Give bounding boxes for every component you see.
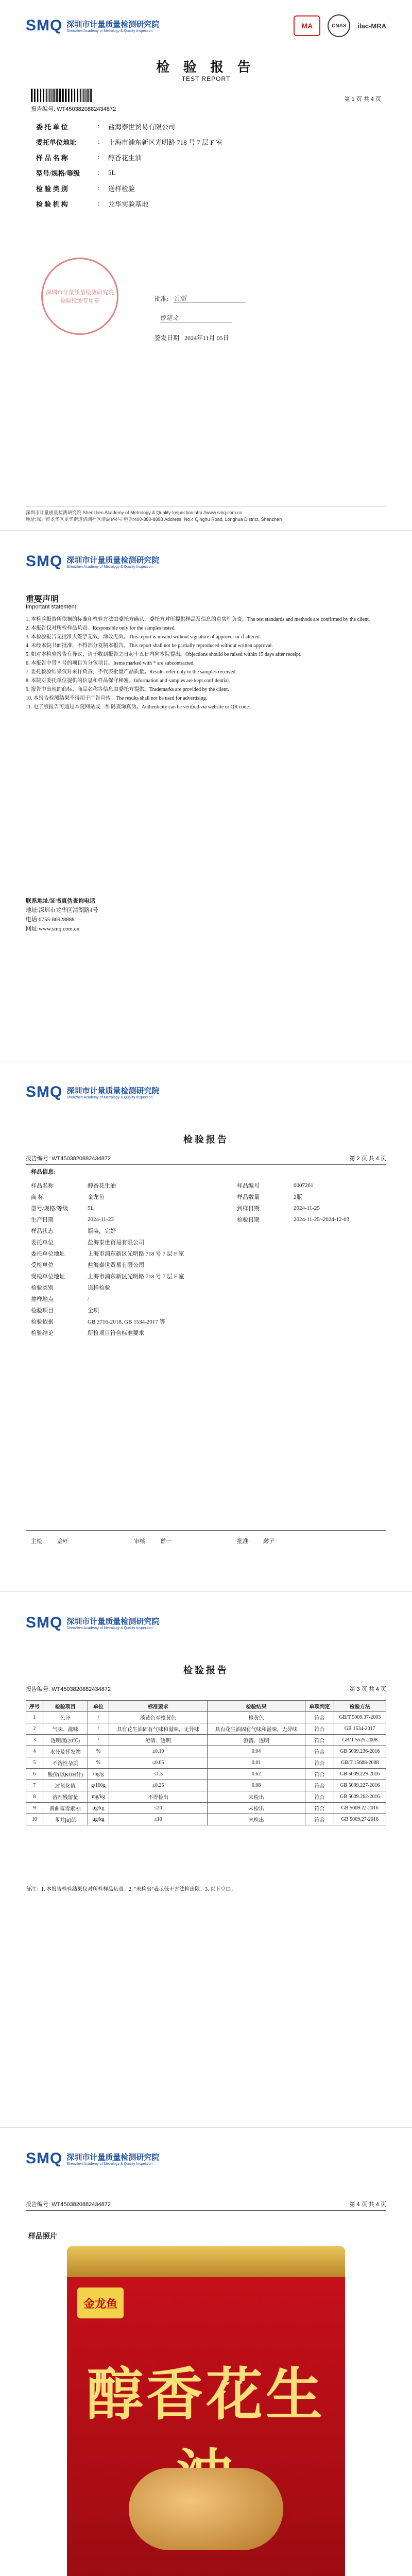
logo-en: Shenzhen Academy of Metrology & Quality Inspection [66, 565, 153, 569]
sign-label: 审核: [134, 1538, 147, 1545]
page-number: 第 4 页 共 4 页 [349, 2201, 386, 2208]
info-row: 委托单位地址 : 上海市浦东新区光明路 718 号 7 层 F 室 [36, 134, 376, 149]
info-label: 样 品 名 称 [36, 154, 68, 162]
table-row [26, 1723, 386, 1735]
table-row [26, 1769, 386, 1780]
sec-hdr [26, 1154, 386, 1162]
table-cell: 黄曲霉毒素B1 [43, 1803, 88, 1814]
kv-row [31, 1214, 381, 1225]
table-cell: 符合 [305, 1803, 334, 1814]
cover-info [36, 118, 376, 211]
table-cell: / [88, 1712, 109, 1723]
table-cell: 6 [26, 1769, 43, 1780]
sec-hdr [26, 2200, 386, 2208]
table-cell: 气味、滋味 [43, 1723, 88, 1735]
table-cell: % [88, 1746, 109, 1757]
kv-row [31, 1259, 381, 1270]
table-cell: 溶剂残留量 [43, 1791, 88, 1803]
product-photo [67, 2246, 345, 2576]
kv-row [31, 1202, 381, 1214]
col-header: 检验项目 [43, 1701, 88, 1712]
kv-row [31, 1270, 381, 1282]
logo-en: Shenzhen Academy of Metrology & Quality Inspection [66, 1626, 153, 1630]
remarks: 备注：1. 本报告检验结果仅对所检样品负责。2. "未检出"表示低于方法检出限。3. 以下空白。 [26, 1887, 236, 1892]
photo-page [0, 2133, 412, 2576]
table-cell: GB 5009.27-2016 [334, 1814, 386, 1825]
kv-key: 受检单位 [31, 1262, 54, 1268]
table-cell: GB/T 5009.37-2003 [334, 1712, 386, 1723]
table-cell: ≤20 [109, 1803, 208, 1814]
table-cell: 9 [26, 1803, 43, 1814]
signature-area [154, 289, 381, 347]
report-number: 报告编号: WT4503820882434872 [26, 1686, 111, 1692]
kv-val: 全项 [88, 1308, 99, 1314]
notice-item: 2. 本报告仅对所检样品负责。Responsible only for the samples tested. [26, 625, 176, 631]
logo-cn: 深圳市计量质量检测研究院 [66, 1617, 160, 1626]
table-cell: 2 [26, 1723, 43, 1735]
table-cell: μg/kg [88, 1814, 109, 1825]
notice-item: 9. 报告中出现的商标、商品名称等信息由委托方提供。Trademarks are provided by the client. [26, 687, 229, 692]
auditor-signature: 曾建文 [160, 313, 232, 323]
info-row: 检 验 机 构 : 龙华实验基地 [36, 196, 376, 211]
page-number: 第 1 页 共 4 页 [344, 96, 381, 103]
kv-key: 检验项目 [31, 1308, 54, 1314]
info-label: 检 验 机 构 [36, 200, 68, 208]
kv-val: 醇香花生油 [88, 1183, 116, 1189]
reviewer-signature: 曾一 [160, 1538, 171, 1545]
info-label: 委 托 单 位 [36, 123, 68, 131]
notice-item: 4. 未经本院书面批准，不得部分复制本报告。This report shall not be partially reproduced without written approval. [26, 643, 273, 649]
info-row: 检 验 类 别 : 送样检验 [36, 180, 376, 196]
report-number: 报告编号: WT4503820882434872 [26, 1156, 111, 1162]
info-value: 上海市浦东新区光明路 718 号 7 层 F 室 [108, 138, 222, 146]
cover-page [0, 0, 412, 531]
page-title: 检验报告 [183, 1134, 229, 1145]
table-cell: 0.08 [207, 1780, 305, 1791]
kv-val: 所检项目符合标准要求 [88, 1330, 144, 1336]
notice-item: 7. 委托检验结果仅对来样负责，不代表批量产品质量。Results refer only to the samples received. [26, 669, 237, 675]
table-row [26, 1757, 386, 1769]
kv-val: 2瓶 [294, 1194, 302, 1200]
table-cell: GB/T 5525-2008 [334, 1735, 386, 1746]
issue-date-label: 签发日期 [154, 334, 180, 342]
kv-key: 抽样地点 [31, 1296, 54, 1302]
table-cell: 色泽 [43, 1712, 88, 1723]
info-label: 委托单位地址 [36, 138, 77, 146]
table-cell: 澄清、透明 [109, 1735, 208, 1746]
section-label: 样品信息: [31, 1169, 56, 1175]
approver-label: 批准: [154, 295, 169, 302]
table-cell: 符合 [305, 1723, 334, 1735]
inspector-signature: 金叶 [57, 1538, 68, 1545]
table-cell: GB 5009.227-2016 [334, 1780, 386, 1791]
col-header: 检验方法 [334, 1701, 386, 1712]
table-cell: μg/kg [88, 1803, 109, 1814]
table-cell: 未检出 [207, 1791, 305, 1803]
col-header: 单位 [88, 1701, 109, 1712]
table-cell: 符合 [305, 1769, 334, 1780]
table-cell: ≤0.25 [109, 1780, 208, 1791]
kv-val: 送样检验 [88, 1285, 110, 1291]
kv-key: 到样日期 [237, 1206, 260, 1212]
kv-val: 金龙鱼 [88, 1194, 105, 1200]
table-cell: ≤10 [109, 1814, 208, 1825]
smq-mark: SMQ [26, 553, 63, 570]
notice-item: 1. 本检验报告所依据的标准和检验方法由委托方确认，委托方对所提供样品及信息的真实性负责。The test standards and methods are confirmed by the client. [26, 617, 370, 622]
info-row: 委 托 单 位 : 盐海泰世贸易有限公司 [36, 118, 376, 134]
table-cell: 符合 [305, 1712, 334, 1723]
report-number: 报告编号: WT4503820882434872 [26, 2201, 111, 2208]
table-cell: 10 [26, 1814, 43, 1825]
table-cell: mg/kg [88, 1791, 109, 1803]
kv-row [31, 1304, 381, 1316]
page-header [26, 546, 386, 577]
kv-key: 检验结论 [31, 1330, 54, 1336]
table-cell: 淡黄色至橙黄色 [109, 1712, 208, 1723]
table-cell: GB 5009.236-2016 [334, 1746, 386, 1757]
divider [26, 1530, 386, 1531]
page-header [26, 2143, 386, 2174]
bottle-cap-icon [67, 2246, 345, 2277]
product-name-label: 醇香花生 [87, 2361, 325, 2428]
kv-key: 商 标 [31, 1194, 44, 1200]
table-cell: 0.04 [207, 1746, 305, 1757]
table-cell: ≤1.5 [109, 1769, 208, 1780]
table-cell: 不溶性杂质 [43, 1757, 88, 1769]
kv-val: 上海市浦东新区光明路 718 号 7 层 F 室 [88, 1274, 184, 1280]
logo-cn: 深圳市计量质量检测研究院 [66, 1087, 160, 1095]
kv-val: 2024-11-23 [88, 1216, 114, 1223]
table-cell: 澄清、透明 [207, 1735, 305, 1746]
kv-key: 型号/规格/等级 [31, 1206, 68, 1212]
page-number: 第 2 页 共 4 页 [349, 1156, 386, 1162]
table-cell: / [88, 1723, 109, 1735]
table-cell: 符合 [305, 1735, 334, 1746]
sign-label: 批准: [237, 1538, 250, 1545]
col-header: 检验结果 [207, 1701, 305, 1712]
table-cell: 过氧化值 [43, 1780, 88, 1791]
table-cell: 未检出 [207, 1814, 305, 1825]
table-cell: ≤0.05 [109, 1757, 208, 1769]
table-cell: 具有花生油固有气味和滋味，无异味 [109, 1723, 208, 1735]
info-value: 5L [108, 168, 116, 176]
col-header: 单项判定 [305, 1701, 334, 1712]
table-row [26, 1791, 386, 1803]
kv-key: 委托单位地址 [31, 1251, 65, 1257]
table-cell: 不得检出 [109, 1791, 208, 1803]
table-cell: g/100g [88, 1780, 109, 1791]
sign-row [31, 1535, 381, 1547]
sign-label: 主检: [31, 1538, 44, 1545]
table-cell: 5 [26, 1757, 43, 1769]
divider [26, 1164, 386, 1165]
logo-cn: 深圳市计量质量检测研究院 [66, 556, 160, 565]
smq-logo [26, 1614, 159, 1632]
kv-val: 2024-11-25 [294, 1205, 320, 1211]
report-number: 报告编号: WT4503820882434872 [31, 106, 116, 112]
notice-item: 3. 本检验报告无批准人签字无效，涂改无效。This report is invalid without signature of approver or if altered. [26, 634, 261, 640]
table-cell: 8 [26, 1791, 43, 1803]
report-title-en: TEST REPORT [181, 75, 231, 82]
table-cell: 0.01 [207, 1757, 305, 1769]
kv-row [31, 1236, 381, 1248]
contact-title: 联系地址/证书真伪查询电话 [26, 898, 96, 904]
smq-mark: SMQ [26, 1083, 63, 1100]
smq-mark: SMQ [26, 2150, 63, 2167]
table-cell: 7 [26, 1780, 43, 1791]
page-footer [26, 506, 386, 523]
smq-logo [26, 17, 159, 35]
kv-val: 上海市浦东新区光明路 718 号 7 层 F 室 [88, 1251, 184, 1257]
col-header: 序号 [26, 1701, 43, 1712]
table-row [26, 1814, 386, 1825]
table-cell: ≤0.10 [109, 1746, 208, 1757]
table-cell: mg/g [88, 1769, 109, 1780]
info-value: 龙华实验基地 [108, 200, 149, 208]
results-table [26, 1700, 386, 1825]
official-stamp-icon: 深圳市计量质量检测研究院 检验检测专用章 [41, 258, 118, 335]
info-row: 样 品 名 称 : 醇香花生油 [36, 149, 376, 165]
table-cell: % [88, 1757, 109, 1769]
divider [26, 2210, 386, 2211]
table-cell: 符合 [305, 1791, 334, 1803]
smq-mark: SMQ [26, 1614, 63, 1631]
table-cell: 符合 [305, 1814, 334, 1825]
kv-row [31, 1282, 381, 1293]
table-cell: 苯并[a]芘 [43, 1814, 88, 1825]
table-cell: 橙黄色 [207, 1712, 305, 1723]
table-cell: GB 5009.22-2016 [334, 1803, 386, 1814]
contact-block [26, 896, 98, 934]
table-cell: 符合 [305, 1757, 334, 1769]
footer-line: 深圳市计量质量检测研究院 Shenzhen Academy of Metrology & Quality Inspection http://www.smq.com.cn [26, 510, 243, 515]
table-cell: 3 [26, 1735, 43, 1746]
logo-cn: 深圳市计量质量检测研究院 [66, 2153, 160, 2162]
table-cell: GB 5009.229-2016 [334, 1769, 386, 1780]
kv-key: 样品状态 [31, 1228, 54, 1234]
contact-line: 地址:深圳市龙华区清湖路4号 [26, 907, 98, 913]
kv-val: 2024-11-25~2024-12-03 [294, 1216, 350, 1223]
kv-key: 委托单位 [31, 1240, 54, 1246]
page-header [26, 1607, 386, 1638]
sample-kv [31, 1180, 381, 1338]
col-header: 标准要求 [109, 1701, 208, 1712]
table-row [26, 1803, 386, 1814]
notice-page [0, 536, 412, 1061]
table-cell: GB/T 15688-2008 [334, 1757, 386, 1769]
logo-en: Shenzhen Academy of Metrology & Quality Inspection [66, 1096, 153, 1099]
kv-row [31, 1191, 381, 1202]
page-title: 检验报告 [183, 1665, 229, 1675]
info-value: 醇香花生油 [108, 154, 142, 162]
notice-item: 6. 本报告中带 * 号的项目为分包项目。Items marked with * are subcontracted. [26, 660, 195, 666]
kv-key: 生产日期 [31, 1217, 54, 1223]
table-cell: 1 [26, 1712, 43, 1723]
logo-en: Shenzhen Academy of Metrology & Quality Inspection [66, 29, 153, 33]
table-cell: 未检出 [207, 1803, 305, 1814]
logo-cn: 深圳市计量质量检测研究院 [66, 20, 160, 29]
info-value: 送样检验 [108, 184, 135, 193]
notice-item: 8. 本院对委托单位提供的信息和样品保守秘密。Information and samples are kept confidential. [26, 678, 230, 684]
kv-val: 瓶装，完好 [88, 1228, 116, 1234]
table-row [26, 1780, 386, 1791]
cnas-badge-icon: CNAS [328, 14, 350, 37]
smq-logo [26, 2150, 159, 2167]
table-row [26, 1712, 386, 1723]
kv-val: 0007261 [294, 1182, 314, 1189]
sec-hdr [26, 1685, 386, 1693]
peanut-icon [129, 2468, 283, 2550]
notice-title: 重要声明 [26, 595, 59, 604]
contact-line: 电话:0755-86928888 [26, 917, 75, 923]
kv-row [31, 1316, 381, 1327]
table-cell: 酸价(以KOH计) [43, 1769, 88, 1780]
approver-signature: 鹤子 [263, 1538, 274, 1545]
kv-row [31, 1180, 381, 1191]
table-cell: 符合 [305, 1746, 334, 1757]
photo-title: 样品照片 [28, 2233, 57, 2241]
table-cell: 透明度(20℃) [43, 1735, 88, 1746]
barcode-icon [31, 89, 93, 102]
notice-item: 10. 本报告检测结果不得用于广告宣传。The results shall not be used for advertising. [26, 696, 208, 701]
kv-val: 盐海泰世贸易有限公司 [88, 1262, 144, 1268]
kv-row [31, 1225, 381, 1236]
cma-badge-icon: MA [294, 15, 320, 36]
report-title: 检 验 报 告 [156, 60, 256, 75]
results-page [0, 1597, 412, 2128]
kv-key: 检验日期 [237, 1217, 260, 1223]
info-label: 型号/规格/等级 [36, 169, 80, 177]
kv-val: 盐海泰世贸易有限公司 [88, 1240, 144, 1246]
kv-key: 检验类别 [31, 1285, 54, 1291]
table-cell: 0.62 [207, 1769, 305, 1780]
table-cell: 水分及挥发物 [43, 1746, 88, 1757]
logo-en: Shenzhen Academy of Metrology & Quality Inspection [66, 2162, 153, 2166]
kv-key: 受检单位地址 [31, 1274, 65, 1280]
table-cell: 具有花生油固有气味和滋味，无异味 [207, 1723, 305, 1735]
kv-key: 样品编号 [237, 1183, 260, 1189]
kv-row [31, 1248, 381, 1259]
smq-logo [26, 1083, 159, 1101]
sample-info-page [0, 1066, 412, 1592]
kv-val: / [88, 1296, 90, 1302]
table-cell: GB 1534-2017 [334, 1723, 386, 1735]
kv-key: 样品数量 [237, 1194, 260, 1200]
notice-body [26, 616, 386, 712]
table-row [26, 1735, 386, 1746]
contact-line: 网址:www.smq.com.cn [26, 926, 80, 932]
table-row [26, 1746, 386, 1757]
approver-signature: 宫丽 [174, 294, 246, 303]
kv-row [31, 1327, 381, 1338]
table-cell: 4 [26, 1746, 43, 1757]
issue-date: 2024年11月 05日 [184, 334, 229, 342]
notice-subtitle: Important statement [26, 604, 76, 610]
table-cell: GB 5009.262-2016 [334, 1791, 386, 1803]
table-cell: / [88, 1735, 109, 1746]
page-header [26, 10, 386, 41]
info-row: 型号/规格/等级 : 5L [36, 165, 376, 180]
table-cell: 符合 [305, 1780, 334, 1791]
footer-line: 地址:深圳市龙华区龙华街道清湖社区清湖路4号 电话:400-880-8888 Address: No.4 Qinghu Road, Longhua District, Shenzhen [26, 517, 282, 522]
kv-key: 样品名称 [31, 1183, 54, 1189]
page-header [26, 1077, 386, 1108]
info-label: 检 验 类 别 [36, 184, 68, 193]
brand-label: 金龙鱼 [77, 2287, 124, 2318]
ilac-badge-icon: ilac-MRA [357, 22, 386, 30]
notice-item: 5. 如对本检验报告有异议，请于收到报告之日起十五日内向本院提出。Objections should be raised within 15 days after receipt. [26, 652, 302, 657]
kv-row [31, 1293, 381, 1304]
kv-val: 5L [88, 1205, 94, 1211]
smq-logo [26, 553, 159, 570]
smq-mark: SMQ [26, 17, 63, 34]
kv-val: GB 2716-2018, GB 1534-2017 等 [88, 1319, 165, 1325]
kv-key: 检验依据 [31, 1319, 54, 1325]
info-value: 盐海泰世贸易有限公司 [108, 123, 176, 131]
notice-item: 11. 电子版报告可通过本院网站或二维码查询真伪。Authenticity can be verified via website or QR code. [26, 704, 250, 710]
page-number: 第 3 页 共 4 页 [349, 1686, 386, 1692]
